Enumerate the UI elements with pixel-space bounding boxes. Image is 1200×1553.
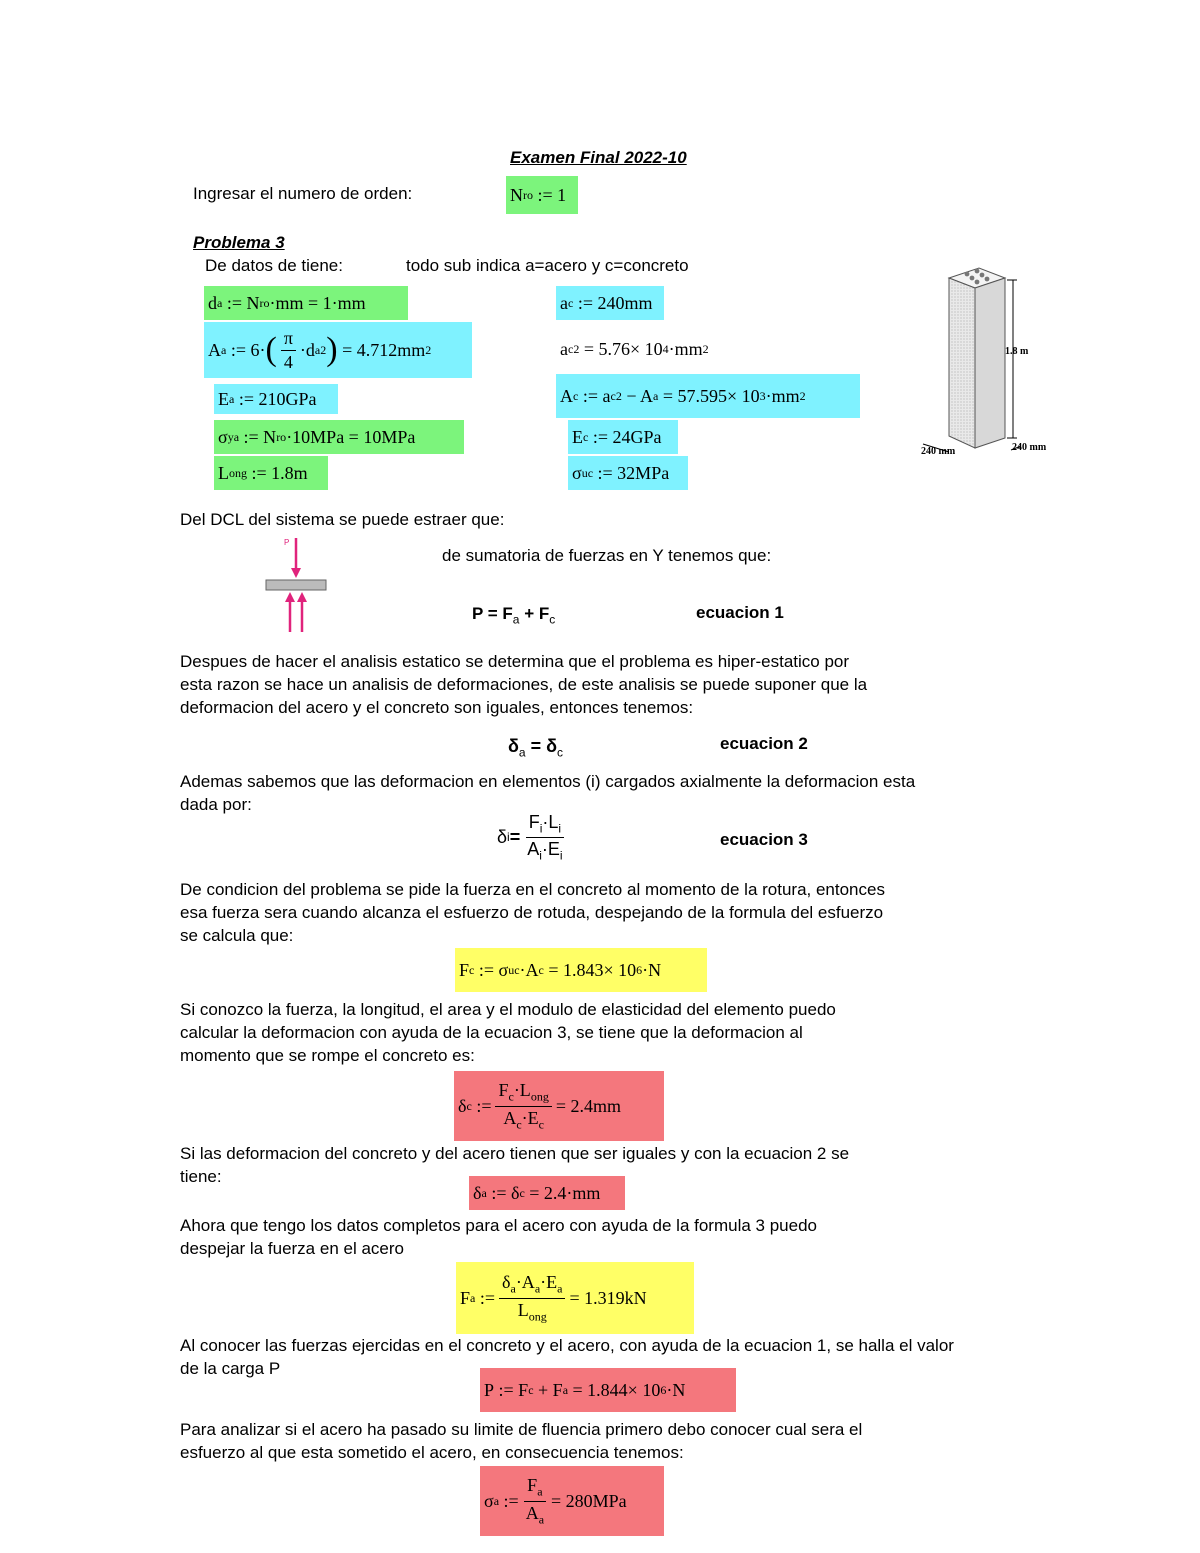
delta-a-calculation: δ a := δ c = 2.4·mm — [469, 1176, 625, 1210]
para4-line3: momento que se rompe el concreto es: — [180, 1046, 475, 1065]
para4-line1: Si conozco la fuerza, la longitud, el area y el modulo de elasticidad del elemento puedo — [180, 1000, 836, 1019]
para7-line1: Al conocer las fuerzas ejercidas en el concreto y el acero, con ayuda de la ecuacion 1, se halla el valor — [180, 1336, 954, 1355]
width-label-left: 240 mm — [921, 446, 956, 457]
para8-line2: esfuerzo al que esta sometido el acero, en consecuencia tenemos: — [180, 1443, 684, 1462]
Aa-definition: A a := 6· ( $\frac{\pi}{4}$ ·d a 2 ) = 4.712mm 2 — [204, 322, 472, 378]
para2-line2: dada por: — [180, 795, 252, 814]
para2-line1: Ademas sabemos que las deformacion en elementos (i) cargados axialmente la deformacion esta — [180, 772, 916, 791]
da-definition: d a := N ro ·mm = 1·mm — [204, 286, 408, 320]
problem-heading: Problema 3 — [193, 233, 285, 252]
sum-forces-text: de sumatoria de fuerzas en Y tenemos que: — [442, 546, 772, 565]
para3-line1: De condicion del problema se pide la fuerza en el concreto al momento de la rotura, entonces — [180, 880, 885, 899]
equation-2: $\delta_a = \delta_c$ — [508, 736, 564, 760]
order-var: N — [510, 184, 523, 205]
data-label: De datos de tiene: — [205, 256, 343, 275]
sya-definition: σ ya := N ro ·10MPa = 10MPa — [214, 420, 464, 454]
Fa-calculation: F a := $\frac{\delta_a\cdot A_a\cdot E_a}{L_{ong}}$ = 1.319kN — [456, 1262, 694, 1334]
ac-definition: a c := 240mm — [556, 286, 664, 320]
order-var-sub: ro — [523, 187, 533, 202]
suc-definition: σ uc := 32MPa — [568, 456, 688, 490]
equation-3: δ i = $\frac{F_i\cdot L_i}{A_i\cdot E_i}$ — [497, 812, 563, 863]
delta-c-calculation: δ c := $\frac{F_c\cdot L_{ong}}{A_c\cdot E_c}$ = 2.4mm — [454, 1071, 664, 1141]
para6-line1: Ahora que tengo los datos completos para el acero con ayuda de la formula 3 puedo — [180, 1216, 817, 1235]
equation-3-label: ecuacion 3 — [720, 830, 808, 849]
ac2-result: a c 2 = 5.76× 10 4 ·mm 2 — [560, 338, 709, 359]
Ac-definition: A c := a c 2 − A a = 57.595× 10 3 ·mm 2 — [556, 374, 860, 418]
para5-line2: tiene: — [180, 1167, 222, 1186]
equation-1-label: ecuacion 1 — [696, 603, 784, 622]
order-input-box[interactable] — [506, 176, 578, 214]
para8-line1: Para analizar si el acero ha pasado su limite de fluencia primero debo conocer cual sera el — [180, 1420, 863, 1439]
width-label-right: 240 mm — [1012, 442, 1047, 453]
page-title: Examen Final 2022-10 — [510, 148, 687, 167]
free-body-diagram — [260, 534, 332, 638]
para3-line3: se calcula que: — [180, 926, 294, 945]
para6-line2: despejar la fuerza en el acero — [180, 1239, 404, 1258]
equation-1: $P = F_a + F_c$ — [472, 604, 556, 627]
Long-definition: L ong := 1.8m — [214, 456, 328, 490]
force-label-p: P — [284, 538, 290, 547]
Ec-definition: E c := 24GPa — [568, 420, 678, 454]
P-calculation: P := F c + F a = 1.844× 10 6 ·N — [480, 1368, 736, 1412]
equation-2-label: ecuacion 2 — [720, 734, 808, 753]
para4-line2: calcular la deformacion con ayuda de la ecuacion 3, se tiene que la deformacion al — [180, 1023, 803, 1042]
sigma-a-calculation: σ a := $\frac{F_a}{A_a}$ = 280MPa — [480, 1466, 664, 1536]
dcl-intro: Del DCL del sistema se puede estraer que: — [180, 510, 505, 529]
concrete-column-figure — [915, 260, 1055, 460]
subscript-note: todo sub indica a=acero y c=concreto — [406, 256, 689, 275]
para5-line1: Si las deformacion del concreto y del acero tienen que ser iguales y con la ecuacion 2 se — [180, 1144, 850, 1163]
para1-line1: Despues de hacer el analisis estatico se determina que el problema es hiper-estatico por — [180, 652, 850, 671]
Fc-calculation: F c := σ uc ·A c = 1.843× 10 6 ·N — [455, 948, 707, 992]
para1-line2: esta razon se hace un analisis de deformaciones, de este analisis se puede suponer que la — [180, 675, 868, 694]
order-value: := 1 — [537, 184, 567, 205]
order-label: Ingresar el numero de orden: — [193, 184, 413, 203]
Ea-definition: E a := 210GPa — [214, 384, 338, 414]
para1-line3: deformacion del acero y el concreto son iguales, entonces tenemos: — [180, 698, 694, 717]
para3-line2: esa fuerza sera cuando alcanza el esfuerzo de rotuda, despejando de la formula del esfuerzo — [180, 903, 884, 922]
para7-line2: de la carga P — [180, 1359, 281, 1378]
height-label: 1.8 m — [1005, 346, 1029, 357]
